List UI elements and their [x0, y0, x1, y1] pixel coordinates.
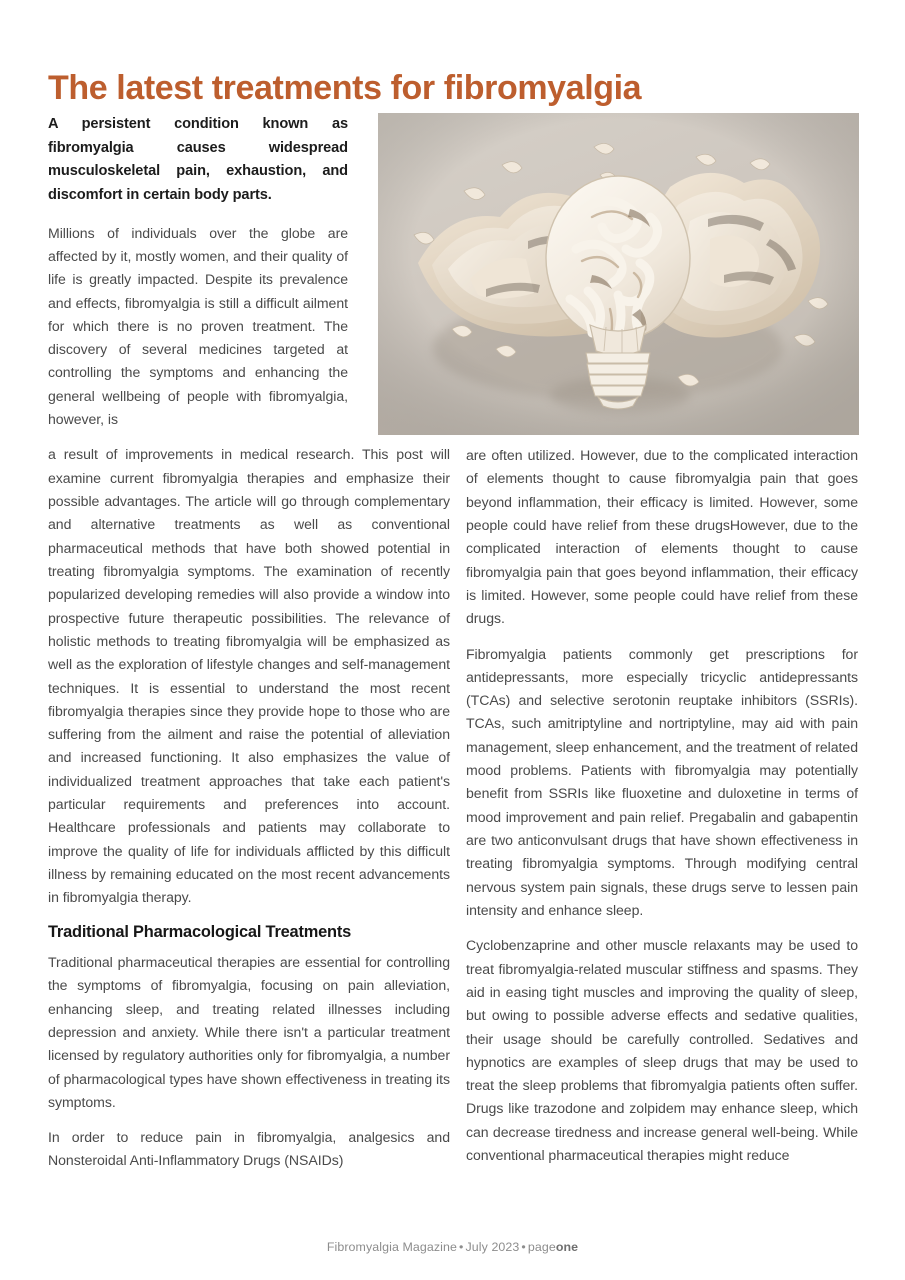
left-paragraph-last: In order to reduce pain in fibromyalgia, analgesics and Nonsteroidal Anti-Inflammatory Drugs (NSAIDs) [48, 1129, 450, 1169]
footer-page-number: one [555, 1240, 579, 1254]
right-column [466, 444, 858, 1167]
left-column [48, 113, 450, 1173]
right-paragraph-1: are often utilized. However, due to the complicated interaction of elements thought to cause fibromyalgia pain that goes beyond inflammation, their efficacy is limited. However, some people could have relief from these drugsHowever, due to the complicated interaction of elements thought to cause fibromyalgia pain that goes beyond inflammation, their efficacy is limited. However, some people could have relief from these drugs. [466, 447, 858, 627]
page-title: The latest treatments for fibromyalgia [48, 68, 642, 107]
footer-separator-1: • [459, 1240, 464, 1254]
page-footer [0, 1240, 905, 1254]
lead-paragraph: A persistent condition known as fibromyalgia causes widespread musculoskeletal pain, exhaustion, and discomfort in certain body parts. [48, 116, 348, 203]
right-paragraph-3: Cyclobenzaprine and other muscle relaxants may be used to treat fibromyalgia-related muscular stiffness and spasms. They aid in easing tight muscles and improving the quality of sleep, but owing to possible adverse effects and sedative qualities, their usage should be carefully controlled. Sedatives and hypnotics are examples of sleep drugs that may be used to treat the sleep problems that fibromyalgia patients often suffer. Drugs like trazodone and zolpidem may enhance sleep, which can decrease tiredness and increase general well-being. While conventional pharmaceutical therapies might reduce [466, 937, 858, 1164]
left-paragraph-after-subhead: Traditional pharmaceutical therapies are essential for controlling the symptoms of fibromyalgia, focusing on pain alleviation, enhancing sleep, and treating related illnesses including depression and anxiety. While there isn't a particular treatment licensed by regulatory authorities only for fibromyalgia, a number of pharmacological types have shown effectiveness in treating its symptoms. [48, 953, 450, 1110]
papercraft-lightbulb-illustration [378, 113, 859, 435]
footer-separator-2: • [521, 1240, 526, 1254]
right-paragraph-2: Fibromyalgia patients commonly get prescriptions for antidepressants, more especially tricyclic antidepressants (TCAs) and selective serotonin reuptake inhibitors (SSRIs). TCAs, such amitriptyline and nortriptyline, may aid with pain management, sleep enhancement, and the treatment of related mood problems. Patients with fibromyalgia may potentially benefit from SSRIs like fluoxetine and duloxetine in terms of mood improvement and pain relief. Pregabalin and gabapentin are two anticonvulsant drugs that have shown effectiveness in treating fibromyalgia symptoms. Through modifying central nervous system pain signals, these drugs serve to lessen pain intensity and enhance sleep. [466, 645, 858, 918]
left-paragraph-narrow: Millions of individuals over the globe are affected by it, mostly women, and their quality of life is greatly impacted. Despite its prevalence and effects, fibromyalgia is still a difficult ailment for which there is no proven treatment. The discovery of several medicines targeted at controlling the symptoms and enhancing the general wellbeing of people with fibromyalgia, however, is [48, 224, 348, 428]
footer-magazine-name: Fibromyalgia Magazine [326, 1240, 458, 1254]
left-paragraph-wide: a result of improvements in medical research. This post will examine current fibromyalgia therapies and emphasize their possible advantages. The article will go through complementary and alternative treatments as well as conventional pharmaceutical methods that have both showed potential in treating fibromyalgia symptoms. The examination of recently popularized developing remedies will also provide a window into prospective future therapeutic possibilities. The relevance of holistic methods to treating fibromyalgia will be emphasized as well as the exploration of lifestyle changes and self-management techniques. It is essential to understand the most recent fibromyalgia therapies since they provide hope to those who are suffering from the ailment and raise the potential of alleviation and increased functioning. It also emphasizes the value of individualized treatment approaches that take each patient's particular requirements and preferences into account. Healthcare professionals and patients may collaborate to improve the quality of life for individuals afflicted by this difficult illness by remaining educated on the most recent advancements in fibromyalgia therapy. [48, 446, 450, 906]
footer-page-prefix: page [527, 1240, 556, 1254]
hero-artwork [378, 113, 859, 435]
subheading-traditional-pharmacological-treatments: Traditional Pharmacological Treatments [48, 922, 352, 941]
footer-issue-date: July 2023 [465, 1240, 520, 1254]
